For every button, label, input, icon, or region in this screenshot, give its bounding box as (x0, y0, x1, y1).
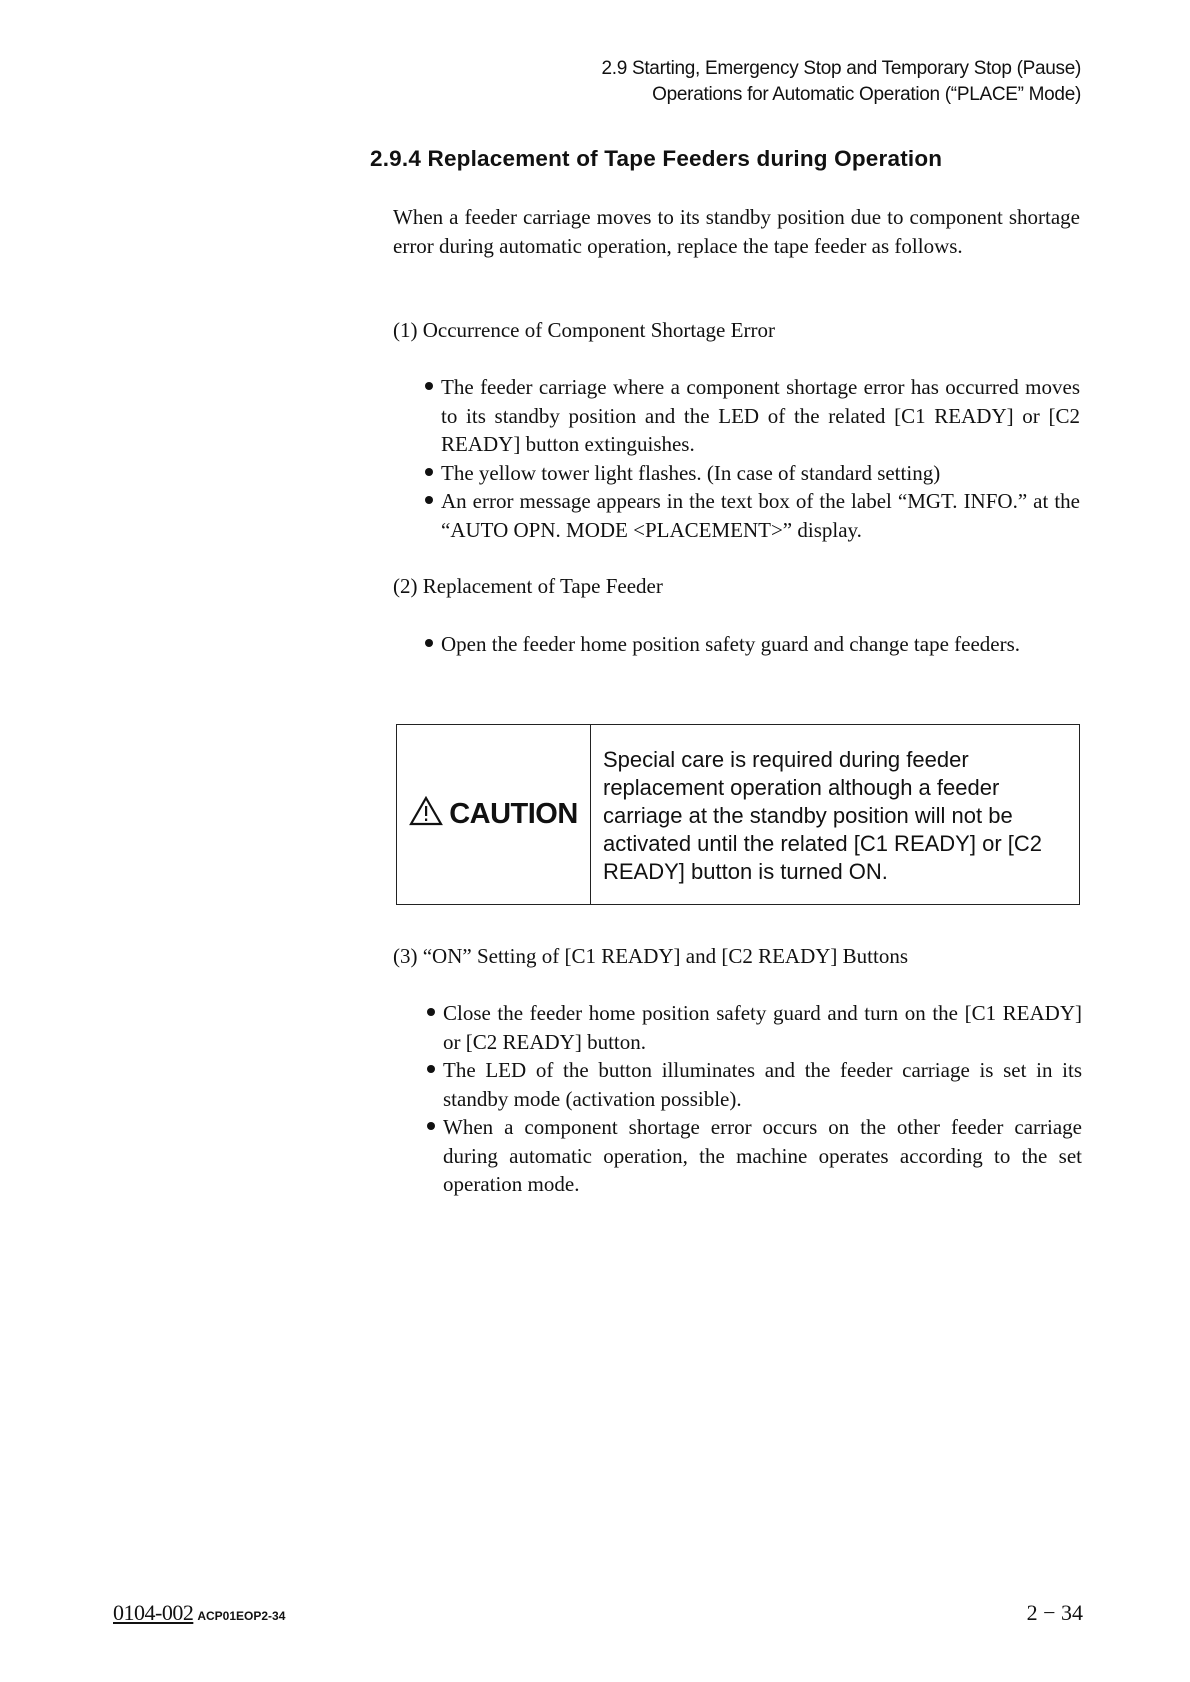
intro-paragraph: When a feeder carriage moves to its standby position due to component shortage error during automatic operation, replace the tape feeder as follows. (393, 205, 1080, 258)
step-3-bullets (443, 999, 1082, 1199)
list-item: When a component shortage error occurs on the other feeder carriage during automatic operation, the machine operates according to the set operation mode. (443, 1113, 1082, 1199)
caution-box (396, 724, 1080, 905)
page-number: 2 − 34 (1026, 1600, 1083, 1625)
bullet-icon (427, 1122, 435, 1130)
list-item: Open the feeder home position safety guard and change tape feeders. (441, 630, 1080, 659)
list-item: An error message appears in the text box of the label “MGT. INFO.” at the “AUTO OPN. MODE <PLACEMENT>” display. (441, 487, 1080, 544)
section-title: 2.9.4 Replacement of Tape Feeders during Operation (370, 146, 943, 171)
caution-label: CAUTION (449, 798, 578, 830)
doc-number: 0104-002 (113, 1600, 194, 1625)
bullet-icon (427, 1008, 435, 1016)
running-header-line1: 2.9 Starting, Emergency Stop and Temporary Stop (Pause) (601, 58, 1081, 79)
list-item: The feeder carriage where a component shortage error has occurred moves to its standby position and the LED of the related [C1 READY] or [C2 READY] button extinguishes. (441, 373, 1080, 459)
bullet-icon (427, 1065, 435, 1073)
doc-code: ACP01EOP2-34 (197, 1609, 286, 1623)
bullet-icon (425, 496, 433, 504)
list-item: The LED of the button illuminates and the feeder carriage is set in its standby mode (activation possible). (443, 1056, 1082, 1113)
bullet-icon (425, 382, 433, 390)
bullet-icon (425, 468, 433, 476)
running-header-line2: Operations for Automatic Operation (“PLACE” Mode) (652, 84, 1081, 105)
step-1-heading: (1) Occurrence of Component Shortage Error (393, 318, 775, 342)
list-item: Close the feeder home position safety guard and turn on the [C1 READY] or [C2 READY] button. (443, 999, 1082, 1056)
footer-doc-id (113, 1600, 285, 1626)
step-1-bullets (441, 373, 1080, 544)
bullet-icon (425, 639, 433, 647)
step-2-bullets (441, 630, 1080, 659)
step-3-heading: (3) “ON” Setting of [C1 READY] and [C2 READY] Buttons (393, 944, 909, 968)
step-2-heading: (2) Replacement of Tape Feeder (393, 574, 663, 598)
caution-text: Special care is required during feeder replacement operation although a feeder carriage at the standby position will not be activated until the related [C1 READY] or [C2 READY] button is turned ON. (603, 747, 1042, 884)
warning-triangle-icon (409, 796, 443, 834)
caution-label-cell (397, 725, 591, 904)
running-header (601, 56, 1081, 108)
list-item: The yellow tower light flashes. (In case of standard setting) (441, 459, 1080, 488)
